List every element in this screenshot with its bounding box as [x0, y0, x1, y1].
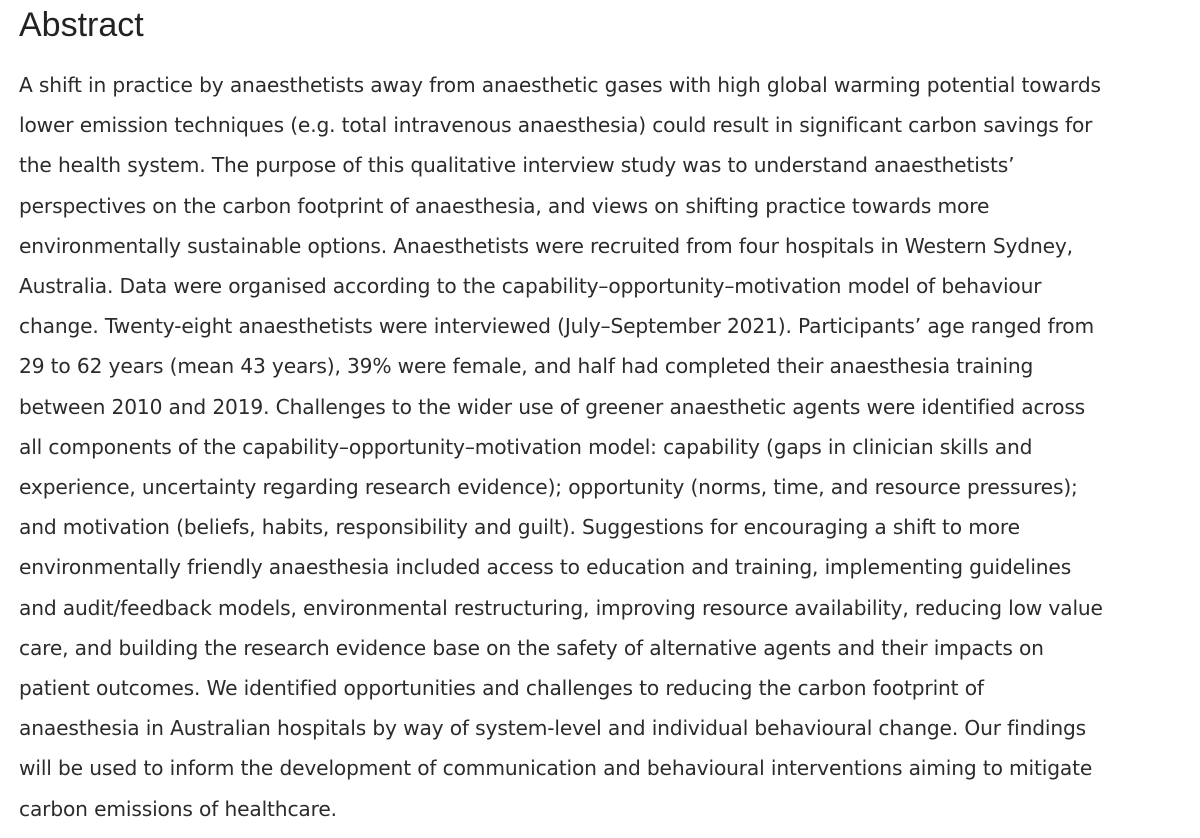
- abstract-body: [19, 65, 1189, 829]
- abstract-line: change. Twenty-eight anaesthetists were interviewed (July–September 2021). Participants’ age ranged from: [19, 314, 1095, 339]
- abstract-line: patient outcomes. We identified opportunities and challenges to reducing the carbon footprint of: [19, 676, 984, 701]
- abstract-line: anaesthesia in Australian hospitals by way of system-level and individual behavioural change. Our findings: [19, 716, 1087, 741]
- abstract-line: environmentally sustainable options. Anaesthetists were recruited from four hospitals in Western Sydney,: [19, 233, 1073, 258]
- abstract-line: A shift in practice by anaesthetists away from anaesthetic gases with high global warming potential towards: [19, 73, 1101, 97]
- abstract-section: [19, 0, 1189, 829]
- abstract-line: and audit/feedback models, environmental restructuring, improving resource availability, reducing low value: [19, 595, 1103, 620]
- abstract-line: the health system. The purpose of this qualitative interview study was to understand anaesthetists’: [19, 153, 1015, 178]
- abstract-line: and motivation (beliefs, habits, responsibility and guilt). Suggestions for encouraging a shift to more: [19, 515, 1020, 540]
- abstract-line: will be used to inform the development of communication and behavioural interventions aiming to mitigate: [19, 756, 1093, 781]
- abstract-heading: Abstract: [19, 6, 144, 44]
- abstract-line: perspectives on the carbon footprint of anaesthesia, and views on shifting practice towards more: [19, 193, 990, 218]
- abstract-line: experience, uncertainty regarding research evidence); opportunity (norms, time, and resource pressures);: [19, 475, 1078, 500]
- abstract-line: carbon emissions of healthcare.: [19, 796, 337, 821]
- abstract-line: care, and building the research evidence base on the safety of alternative agents and their impacts on: [19, 635, 1044, 660]
- abstract-line: Australia. Data were organised according to the capability–opportunity–motivation model of behaviour: [19, 274, 1042, 299]
- abstract-line: 29 to 62 years (mean 43 years), 39% were female, and half had completed their anaesthesia training: [19, 354, 1034, 379]
- abstract-line: lower emission techniques (e.g. total intravenous anaesthesia) could result in significant carbon savings for: [19, 113, 1093, 138]
- abstract-line: all components of the capability–opportunity–motivation model: capability (gaps in clinician skills and: [19, 434, 1033, 459]
- abstract-line: environmentally friendly anaesthesia included access to education and training, implementing guidelines: [19, 555, 1072, 580]
- abstract-line: between 2010 and 2019. Challenges to the wider use of greener anaesthetic agents were identified across: [19, 394, 1086, 419]
